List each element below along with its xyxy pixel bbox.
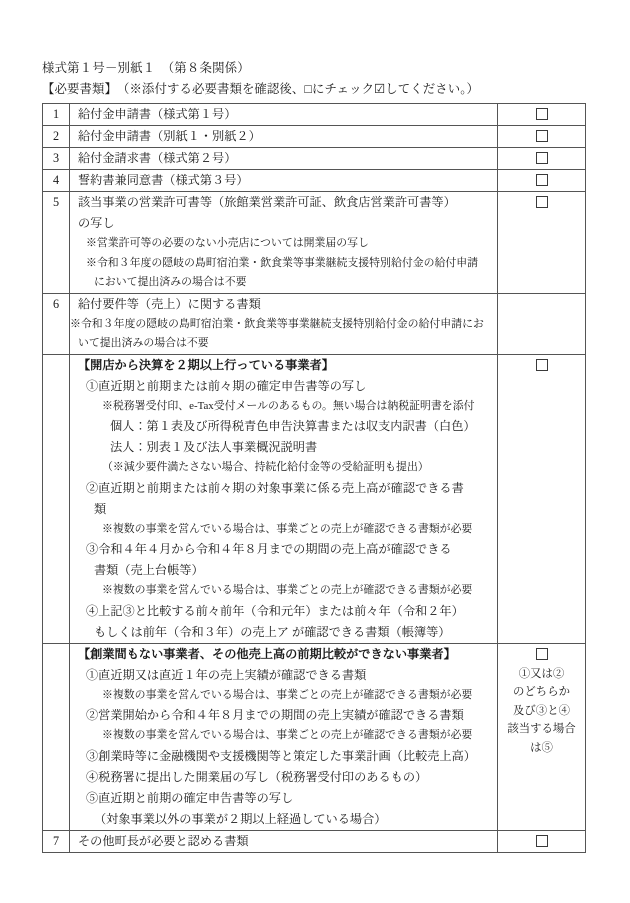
- row-line: 該当事業の営業許可書等（旅館業営業許可証、飲食店営業許可書等）: [78, 195, 456, 209]
- form-number-heading: 様式第１号－別紙１ （第８条関係）: [42, 61, 250, 75]
- row-note: ※令和３年度の隠岐の島町宿泊業・飲食業等事業継続支援特別給付金の給付申請にお: [70, 317, 484, 330]
- row-line: 給付金申請書（様式第１号）: [78, 107, 237, 121]
- row-checkbox-cell[interactable]: [498, 126, 586, 148]
- row-content: [70, 192, 498, 294]
- checkbox-empty-icon[interactable]: [536, 174, 548, 186]
- row-number-spacer: [43, 643, 70, 830]
- block-line: ①直近期と前期または前々期の確定申告書等の写し: [86, 378, 367, 393]
- checkbox-empty-icon[interactable]: [536, 152, 548, 164]
- table-row-section6-block-b: [43, 643, 586, 830]
- row-checkbox-cell[interactable]: [498, 643, 586, 830]
- row-line: その他町長が必要と認める書類: [78, 833, 249, 848]
- checkbox-empty-icon[interactable]: [536, 835, 548, 847]
- checkbox-condition-note: [498, 665, 585, 758]
- block-note: ※複数の事業を営んでいる場合は、事業ごとの売上が確認できる書類が必要: [102, 522, 473, 535]
- checkbox-empty-icon[interactable]: [536, 648, 548, 660]
- block-line: ②営業開始から令和４年８月までの期間の売上実績が確認できる書類: [86, 708, 464, 722]
- row-number: 1: [43, 104, 70, 126]
- row-note: において提出済みの場合は不要: [94, 276, 247, 288]
- table-row-section6-block-a: [43, 354, 586, 643]
- checkbox-note-line: 該当する場合: [507, 723, 576, 735]
- block-line: （対象事業以外の事業が２期以上経過している場合）: [94, 811, 387, 826]
- table-row: [43, 830, 586, 852]
- row-line: 誓約書兼同意書（様式第３号）: [78, 173, 249, 187]
- checkbox-empty-icon[interactable]: [536, 130, 548, 142]
- required-documents-instruction: 【必要書類】 （※添付する必要書類を確認後、□にチェック☑してください。）: [42, 82, 479, 96]
- row-content: [70, 170, 498, 192]
- block-line: ④上記③と比較する前々前年（令和元年）または前々年（令和２年）: [86, 603, 464, 618]
- block-line: ③令和４年４月から令和４年８月までの期間の売上高が確認できる: [86, 542, 452, 556]
- row-checkbox-cell-empty: [498, 293, 586, 354]
- block-note: ※複数の事業を営んでいる場合は、事業ごとの売上が確認できる書類が必要: [102, 688, 473, 701]
- table-row: [43, 170, 586, 192]
- row-number: 7: [43, 830, 70, 852]
- row-number: 4: [43, 170, 70, 192]
- row-content: [70, 148, 498, 170]
- row-note: いて提出済みの場合は不要: [78, 337, 209, 349]
- block-line: ⑤直近期と前期の確定申告書等の写し: [86, 790, 294, 805]
- row-content: [70, 293, 498, 354]
- row-content: [70, 354, 498, 643]
- checkbox-note-line: のどちらか: [513, 686, 570, 698]
- table-row: [43, 126, 586, 148]
- row-number: 6: [43, 293, 70, 354]
- row-content: [70, 830, 498, 852]
- document-page: [42, 58, 582, 853]
- row-checkbox-cell[interactable]: [498, 830, 586, 852]
- required-documents-table: [42, 103, 586, 853]
- row-line: 給付金請求書（様式第２号）: [78, 151, 237, 165]
- row-line: 給付金申請書（別紙１・別紙２）: [78, 129, 261, 143]
- checkbox-note-line: ①又は②: [518, 667, 565, 680]
- row-checkbox-cell[interactable]: [498, 170, 586, 192]
- checkbox-empty-icon[interactable]: [536, 108, 548, 120]
- row-content: [70, 643, 498, 830]
- row-note: ※営業許可等の必要のない小売店については開業届の写し: [86, 237, 369, 249]
- block-line: ②直近期と前期または前々期の対象事業に係る売上高が確認できる書: [86, 480, 464, 495]
- block-line: 個人：第１表及び所得税青色申告決算書または収支内訳書（白色）: [110, 419, 476, 433]
- table-row-section6-header: [43, 293, 586, 354]
- row-checkbox-cell[interactable]: [498, 148, 586, 170]
- table-row: [43, 148, 586, 170]
- row-number: 3: [43, 148, 70, 170]
- block-line: 法人：別表１及び法人事業概況説明書: [110, 440, 318, 454]
- checkbox-note-line: 及び③と④: [513, 704, 570, 717]
- block-note: （※減少要件満たさない場合、持続化給付金等の受給証明も提出）: [102, 461, 429, 473]
- block-note: ※複数の事業を営んでいる場合は、事業ごとの売上が確認できる書類が必要: [102, 584, 473, 596]
- row-checkbox-cell[interactable]: [498, 354, 586, 643]
- table-body: [43, 104, 586, 853]
- row-line: の写し: [78, 216, 115, 230]
- row-checkbox-cell[interactable]: [498, 192, 586, 294]
- checkbox-note-line: は⑤: [530, 741, 553, 754]
- table-row: [43, 104, 586, 126]
- block-line: 書類（売上台帳等）: [94, 563, 204, 577]
- checkbox-empty-icon[interactable]: [536, 359, 548, 371]
- block-heading: 【創業間もない事業者、その他売上高の前期比較ができない事業者】: [78, 646, 456, 661]
- row-content: [70, 126, 498, 148]
- row-number-spacer: [43, 354, 70, 643]
- block-line: ④税務署に提出した開業届の写し（税務署受付印のあるもの）: [86, 769, 428, 784]
- block-line: もしくは前年（令和３年）の売上ア が確認できる書類（帳簿等）: [94, 624, 451, 639]
- block-line: 類: [94, 501, 107, 516]
- row-line: 給付要件等（売上）に関する書類: [78, 296, 261, 311]
- row-number: 2: [43, 126, 70, 148]
- block-note: ※税務署受付印、e-Tax受付メールのあるもの。無い場合は納税証明書を添付: [102, 399, 475, 412]
- block-line: ③創業時等に金融機関や支援機関等と策定した事業計画（比較売上高）: [86, 748, 476, 763]
- block-line: ①直近期又は直近１年の売上実績が確認できる書類: [86, 667, 367, 682]
- row-content: [70, 104, 498, 126]
- row-checkbox-cell[interactable]: [498, 104, 586, 126]
- table-row: [43, 192, 586, 294]
- row-note: ※令和３年度の隠岐の島町宿泊業・飲食業等事業継続支援特別給付金の給付申請: [86, 256, 479, 269]
- row-number: 5: [43, 192, 70, 294]
- block-heading: 【開店から決算を２期以上行っている事業者】: [78, 357, 334, 372]
- checkbox-empty-icon[interactable]: [536, 196, 548, 208]
- block-note: ※複数の事業を営んでいる場合は、事業ごとの売上が確認できる書類が必要: [102, 729, 473, 741]
